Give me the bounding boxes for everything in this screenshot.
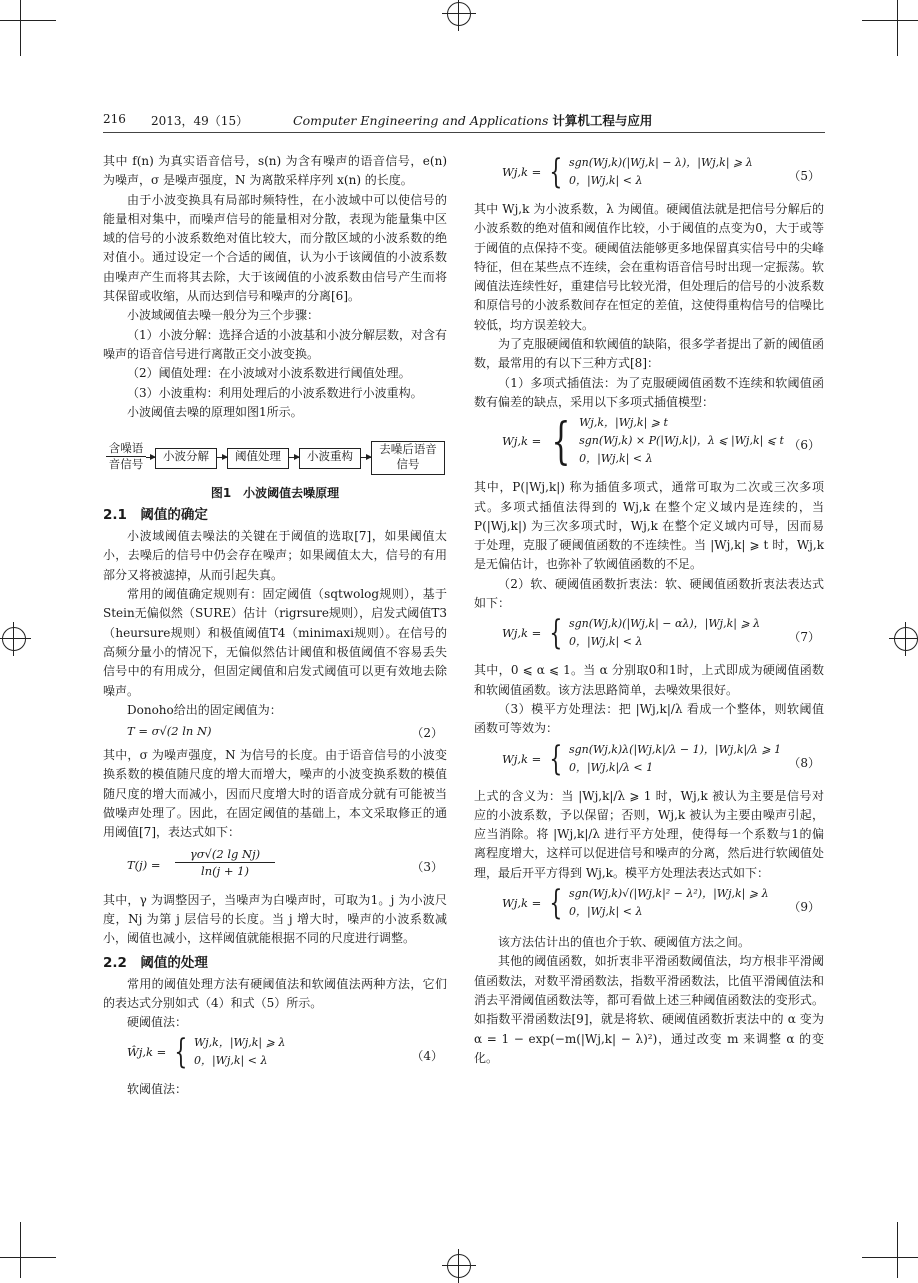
equation-lhs: Wj,k =: [502, 896, 542, 911]
equation-lhs: Ŵj,k =: [127, 1045, 167, 1060]
paragraph: 其中，σ 为噪声强度，N 为信号的长度。由于语音信号的小波变换系数的模值随尺度的增大而增大，噪声的小波变换系数的模值随尺度的增大而减小，因而尺度增大时的语音成分就有可能被当做噪声处理了。因此，在固定阈值的基础上，本文采取修正的通用阈值[7]，表达式如下：: [103, 748, 447, 840]
case-line: Wj,k，|Wj,k| ⩾ λ: [193, 1036, 286, 1050]
equation-7: [474, 615, 824, 659]
paragraph: （2）软、硬阈值函数折衷法：软、硬阈值函数折衷法表达式如下：: [474, 576, 824, 611]
paragraph: 常用的阈值处理方法有硬阈值法和软阈值法两种方法，它们的表达式分别如式（4）和式（5）所示。: [103, 976, 447, 1010]
equation-8: [474, 738, 824, 785]
paragraph: 其他的阈值函数，如折衷非平滑函数阈值法，均方根非平滑阈值函数法，对数平滑函数法，指数平滑函数法，比值平滑阈值法和消去平滑阈值函数法等，都可看做上述三种阈值函数法的变形式。如指数平滑函数法[9]，就是将软、硬阈值函数折衷法中的 α 变为 α = 1 − exp(−m(|Wj,k| − λ)²)，通过改变 m 来调整 α 的变化。: [474, 954, 824, 1065]
flow-box-label: 小波重构: [307, 449, 353, 464]
equation-cases: [569, 741, 781, 777]
section-heading: 2.2 阈值的处理: [103, 954, 208, 971]
issue-info: 2013，49（15）: [151, 114, 249, 128]
case-line: 0，|Wj,k| < λ: [568, 635, 643, 649]
flow-arrow: [217, 457, 227, 458]
flow-box-output: [371, 441, 445, 475]
equation-cases: [579, 414, 784, 468]
fraction: [175, 847, 275, 878]
equation-lhs: Wj,k =: [502, 751, 542, 766]
equation-4: [103, 1034, 447, 1078]
equation-2: [103, 722, 447, 744]
crop-mark: [897, 0, 898, 56]
brace: {: [174, 1032, 188, 1073]
equation-lhs: T(j) =: [127, 857, 161, 872]
case-line: sgn(Wj,k)λ(|Wj,k|/λ − 1)，|Wj,k|/λ ⩾ 1: [568, 742, 782, 756]
flow-arrow: [146, 457, 155, 458]
journal-title: [293, 111, 652, 129]
equation-cases: [569, 154, 753, 190]
case-line: sgn(Wj,k)(|Wj,k| − αλ)，|Wj,k| ⩾ λ: [568, 617, 761, 631]
equation-number: （6）: [788, 438, 820, 453]
journal-title-cn: 计算机工程与应用: [552, 113, 653, 128]
equation-lhs: Wj,k =: [502, 165, 542, 179]
case-line: sgn(Wj,k) × P(|Wj,k|)，λ ⩽ |Wj,k| ⩽ t: [579, 434, 784, 448]
crop-mark: [0, 1257, 56, 1258]
paragraph: 小波阈值去噪的原理如图1所示。: [127, 404, 303, 419]
case-line: sgn(Wj,k)(|Wj,k| − λ)，|Wj,k| ⩾ λ: [568, 156, 753, 169]
equation-number: （7）: [788, 630, 820, 645]
paragraph: 为了克服硬阈值和软阈值的缺陷，很多学者提出了新的阈值函数，最常用的有以下三种方式[8]：: [474, 337, 824, 371]
crop-mark: [20, 1222, 21, 1278]
crop-mark: [862, 1257, 918, 1258]
left-column: [103, 152, 447, 1100]
paragraph: 其中，P(|Wj,k|) 称为插值多项式，通常可取为二次或三次多项式。多项式插值法得到的 Wj,k 在整个定义域内是连续的，当 P(|Wj,k|) 为三次多项式时，Wj,k 在整个定义域内可导，因而易于处理，克服了硬阈值函数的不连续性。当 |Wj,k| ⩾ t 时，Wj,k 是无偏估计，也弥补了软阈值函数的不足。: [474, 480, 824, 572]
crop-mark: [862, 20, 918, 21]
page-number: 216: [103, 112, 126, 126]
brace: {: [551, 412, 571, 471]
flow-box-label: 阈值处理: [235, 449, 281, 464]
paragraph: 小波域阈值去噪一般分为三个步骤：: [127, 308, 320, 323]
paragraph: （1）多项式插值法：为了克服硬阈值函数不连续和软阈值函数有偏差的缺点，采用以下多项式插值模型：: [474, 375, 824, 409]
paragraph: 其中 f(n) 为真实语音信号，s(n) 为含有噪声的语音信号，e(n) 为噪声，σ 是噪声强度，N 为离散采样序列 x(n) 的长度。: [103, 154, 447, 188]
case-line: 0，|Wj,k|/λ < 1: [568, 760, 654, 774]
flow-input-label: [106, 441, 146, 472]
equation-lhs: Wj,k =: [502, 626, 542, 641]
step-item: （3）小波重构：利用处理后的小波系数进行小波重构。: [127, 385, 423, 400]
running-header: [103, 110, 825, 133]
flow-arrow: [289, 457, 299, 458]
registration-mark: [894, 627, 918, 651]
paragraph: 常用的阈值确定规则有：固定阈值（sqtwolog规则），基于Stein无偏似然（SURE）估计（rigrsure规则），启发式阈值T3（heursure规则）和极值阈值T4（minimaxi规则）。在信号的高频分量小的情况下，无偏似然估计阈值和极值阈值不容易丢失信号中的有用成分，但固定阈值和启发式阈值可以更有效地去除噪声。: [103, 587, 447, 698]
equation-3: [103, 845, 447, 889]
crop-mark: [20, 0, 21, 56]
equation-number: （8）: [788, 755, 820, 770]
flow-input-line: 含噪语: [106, 441, 146, 457]
figure-caption: 图1 小波阈值去噪原理: [210, 486, 340, 501]
label: 硬阈值法：: [127, 1015, 188, 1030]
denoise-flow-diagram: [103, 428, 447, 486]
section-heading: 2.1 阈值的确定: [103, 507, 208, 524]
case-line: 0，|Wj,k| < λ: [193, 1054, 268, 1068]
flow-box-label: 信号: [396, 457, 420, 472]
paragraph: 上式的含义为：当 |Wj,k|/λ ⩾ 1 时，Wj,k 被认为主要是信号对应的小波系数，予以保留；否则，Wj,k 被认为主要由噪声引起，应当消除。将 |Wj,k|/λ 进行平方处理，使得每一个系数与1的偏离程度增大，这样可以促进信号和噪声的分离，然后进行软阈值处理，最后开平方得到 Wj,k。模平方处理法表达式如下：: [474, 788, 824, 880]
case-line: 0，|Wj,k| < λ: [568, 174, 643, 187]
case-line: 0，|Wj,k| < λ: [579, 452, 653, 466]
flow-box-label: 小波分解: [163, 449, 209, 464]
registration-mark: [447, 1254, 471, 1278]
fraction-numerator: γσ√(2 lg Nj): [175, 847, 275, 863]
fraction-denominator: ln(j + 1): [201, 863, 249, 878]
paragraph: 由于小波变换具有局部时频特性，在小波域中可以使信号的能量相对集中，而噪声信号的能量相对分散，表现为能量集中区域的信号的小波系数绝对值比较大，而分散区域的小波系数的绝对值小。通过设定一个合适的阈值，认为小于该阈值的小波系数由噪声产生而将其去除，大于该阈值的小波系数由信号产生而将其保留或收缩，从而达到信号和噪声的分离[6]。: [103, 192, 447, 304]
paragraph: 其中 Wj,k 为小波系数，λ 为阈值。硬阈值法就是把信号分解后的小波系数的绝对值和阈值作比较，小于阈值的点变为0，大于或等于阈值的点保持不变。硬阈值法能够更多地保留真实信号中的尖峰特征，但在某些点不连续，会在重构语音信号时出现一定振荡。软阈值法连续性好，重建信号比较光滑，但处理后的信号的小波系数和原信号的小波系数间存在恒定的差值，这使得重构信号的信噪比较低，均方误差较大。: [474, 202, 824, 332]
paragraph: 小波域阈值去噪法的关键在于阈值的选取[7]，如果阈值太小，去噪后的信号中仍会存在噪声；如果阈值太大，信号的有用部分又将被滤掉，从而引起失真。: [103, 529, 447, 582]
equation-number: （4）: [411, 1049, 443, 1064]
registration-mark: [447, 2, 471, 26]
equation-number: （3）: [411, 859, 443, 874]
paragraph: 该方法估计出的值也介于软、硬阈值方法之间。: [498, 935, 751, 950]
equation-cases: [569, 615, 760, 651]
equation-cases: [194, 1034, 285, 1070]
equation-9: [474, 885, 824, 931]
paragraph: （3）模平方处理法：把 |Wj,k|/λ 看成一个整体，则软阈值函数可等效为：: [474, 701, 824, 736]
brace: {: [549, 613, 563, 654]
paragraph: Donoho给出的固定阈值为：: [127, 702, 282, 717]
equation-lhs: Wj,k =: [502, 434, 542, 449]
case-line: sgn(Wj,k)√(|Wj,k|² − λ²)，|Wj,k| ⩾ λ: [568, 887, 769, 901]
paragraph: 其中，γ 为调整因子，当噪声为白噪声时，可取为1。j 为小波尺度，Nj 为第 j 层信号的长度。当 j 增大时，噪声的小波系数减小，阈值也减小，这样阈值就能根据不同的尺度进行调整。: [103, 892, 447, 946]
flow-input-line: 音信号: [108, 457, 144, 472]
brace: {: [549, 152, 563, 192]
equation-number: （9）: [788, 900, 820, 915]
brace: {: [549, 883, 563, 924]
registration-mark: [2, 627, 26, 651]
paragraph: 其中，0 ⩽ α ⩽ 1。当 α 分别取0和1时，上式即成为硬阈值函数和软阈值函数。该方法思路简单，去噪效果很好。: [474, 663, 824, 697]
equation-cases: [569, 885, 769, 921]
journal-title-en: Computer Engineering and Applications: [293, 113, 549, 128]
right-column: [474, 152, 824, 1068]
step-item: （1）小波分解：选择合适的小波基和小波分解层数，对含有噪声的语音信号进行离散正交小波变换。: [103, 327, 447, 361]
case-line: 0，|Wj,k| < λ: [568, 905, 643, 919]
equation-number: （2）: [411, 726, 443, 741]
crop-mark: [0, 20, 56, 21]
step-item: （2）阈值处理：在小波域对小波系数进行阈值处理。: [127, 366, 411, 381]
flow-box-threshold: [227, 448, 289, 469]
flow-box-reconstruct: [299, 448, 361, 469]
equation-body: T = σ√(2 ln N): [127, 724, 212, 739]
brace: {: [549, 738, 563, 779]
flow-arrow: [361, 457, 371, 458]
flow-box-label: 去噪后语音: [379, 442, 437, 457]
equation-5: [474, 154, 824, 198]
equation-6: [474, 414, 824, 476]
equation-number: （5）: [788, 169, 820, 183]
crop-mark: [897, 1222, 898, 1278]
case-line: Wj,k，|Wj,k| ⩾ t: [579, 416, 668, 430]
flow-box-decompose: [155, 448, 217, 469]
label: 软阈值法：: [127, 1082, 188, 1097]
